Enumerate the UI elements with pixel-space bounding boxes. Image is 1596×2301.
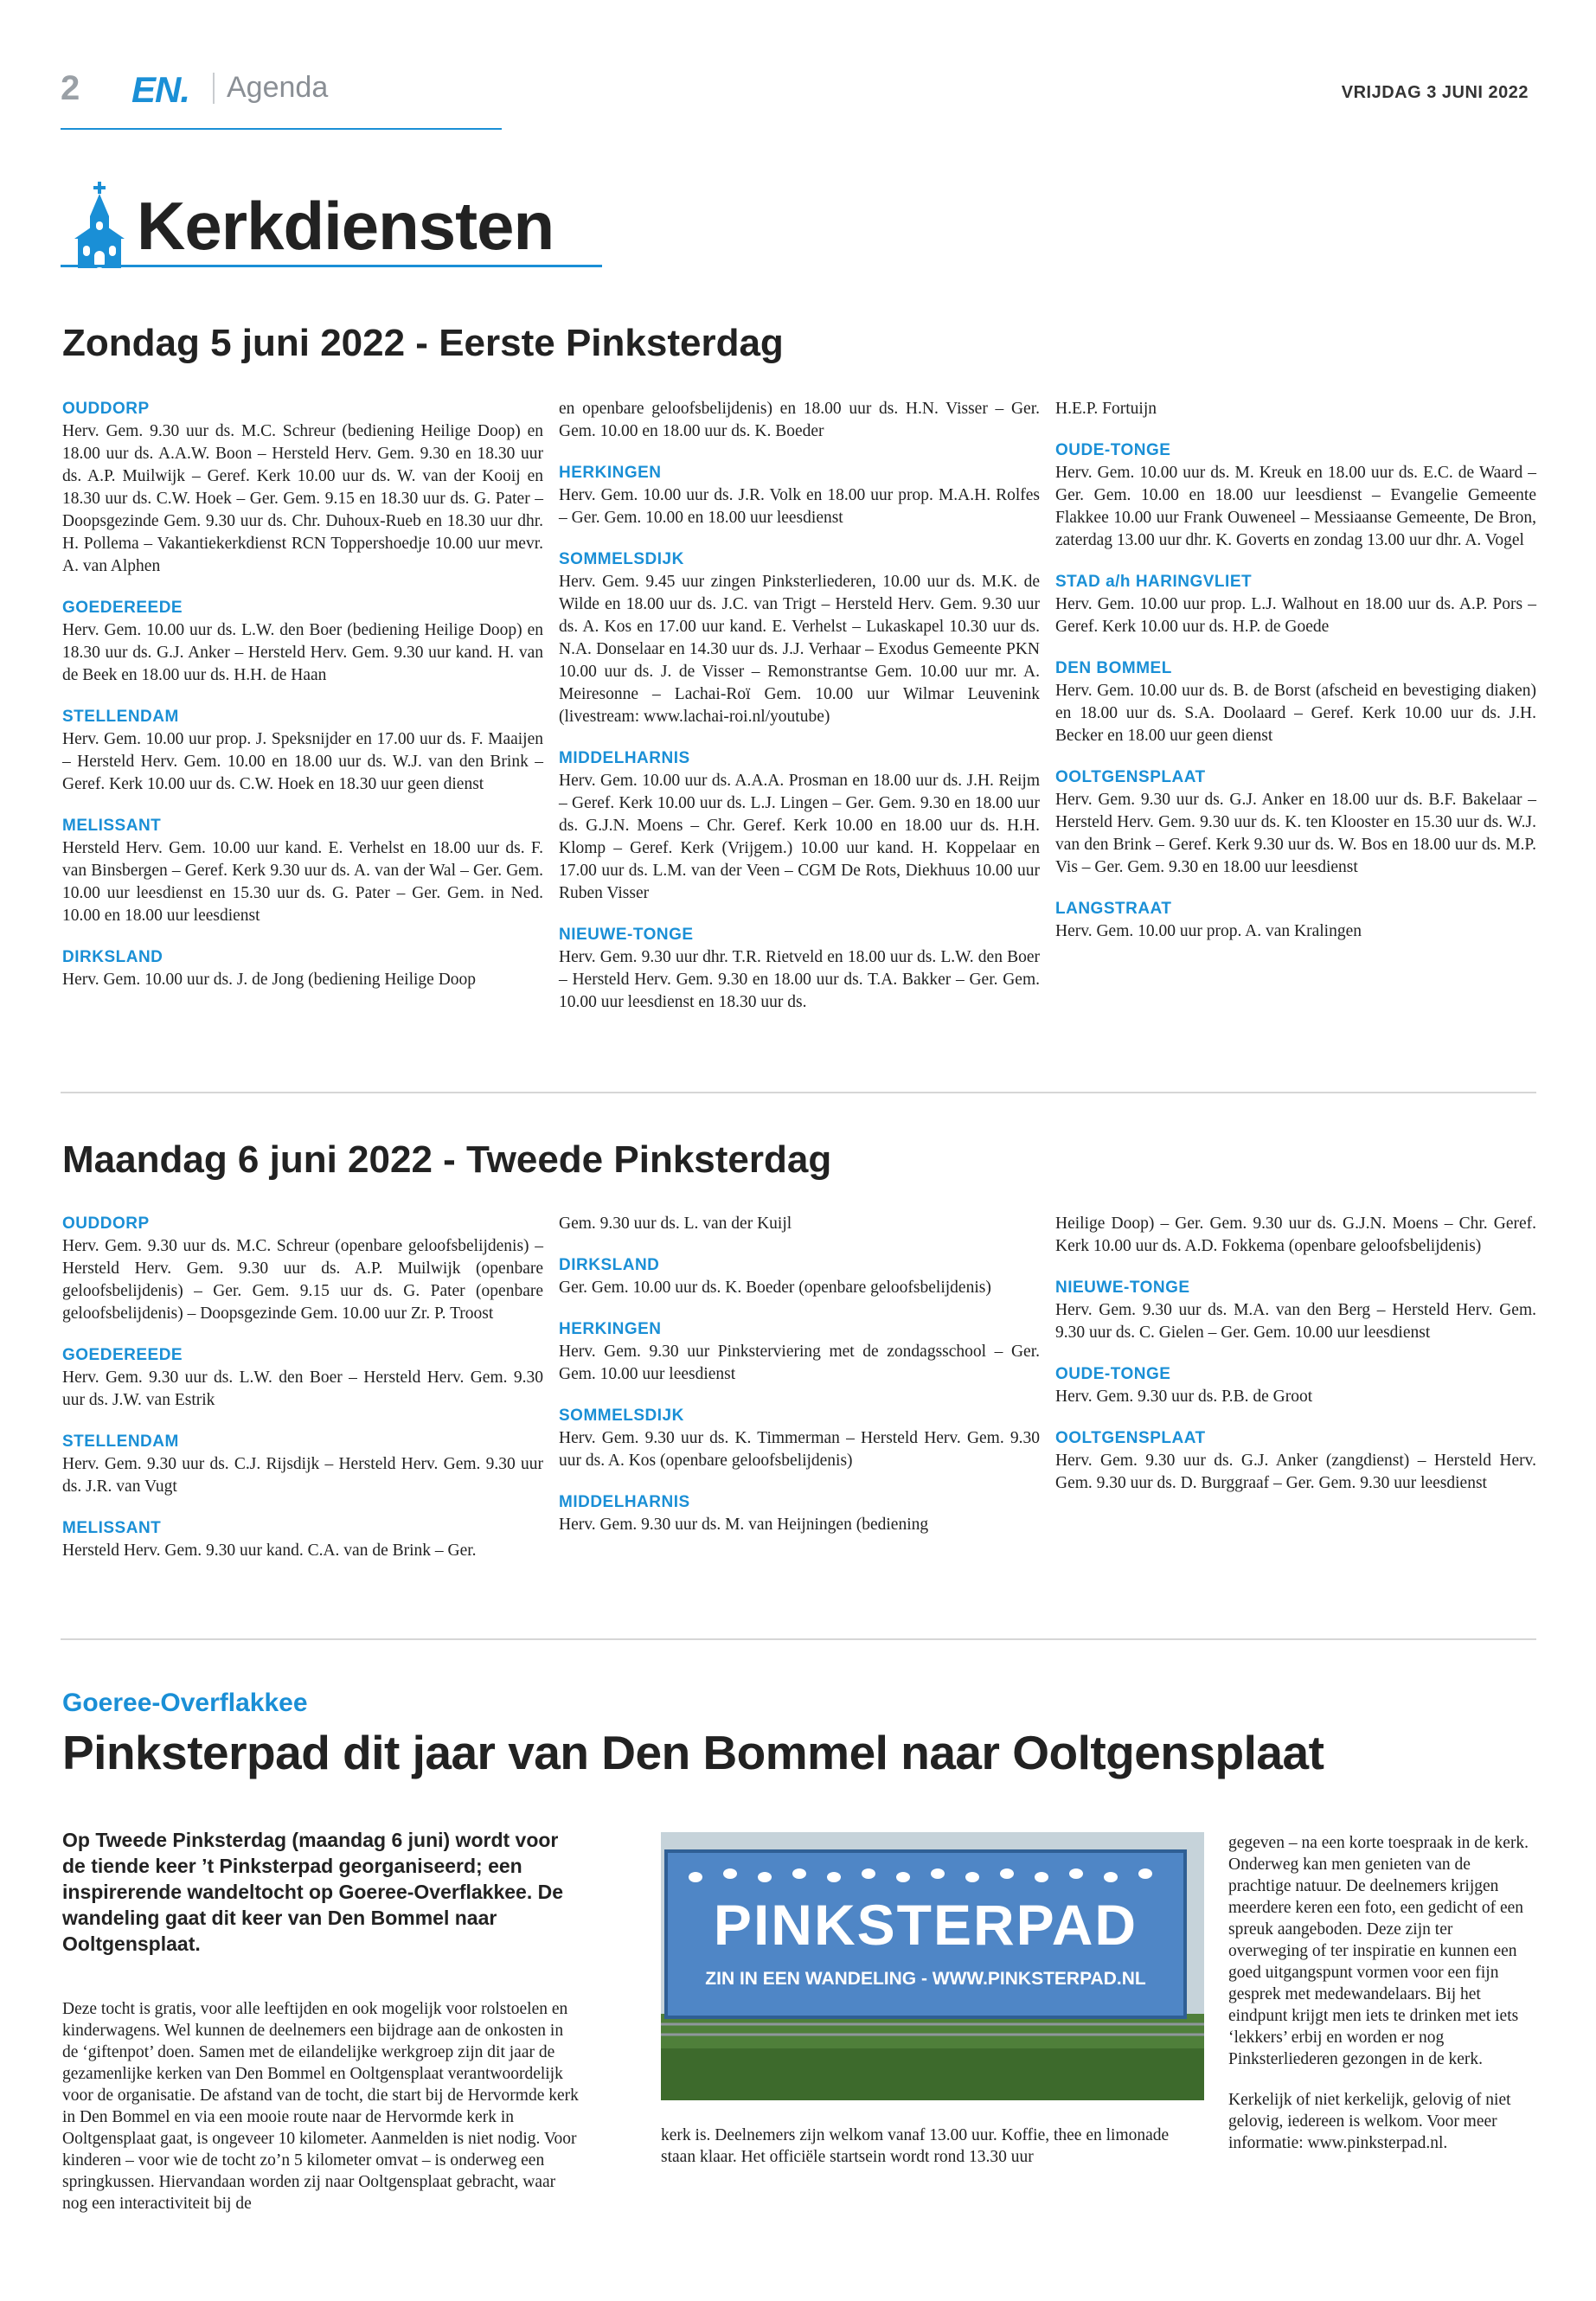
service-entry: Herv. Gem. 9.45 uur zingen Pinksterliederen, 10.00 uur ds. M.K. de Wilde en 18.00 uur ds. J.C. van Trigt – Hersteld Herv. Gem. 9.30 uur ds. A. Kos en 17.00 uur kand. E. Verhelst – Lukaskapel 10.30 uur ds. N.A. Donselaar en 14.30 uur ds. J.J. Verhaar – Exodus Gemeente PKN 10.00 uur ds. J. de Visser – Remonstrantse Gem. 10.00 uur mr. A. Meiresonne – Lachai-Roï Gem. 10.00 uur Wilmar Leuvenink (livestream: www.lachai-roi.nl/youtube) xyxy=(559,573,1040,726)
service-entry: Herv. Gem. 10.00 uur ds. A.A.A. Prosman en 18.00 uur ds. J.H. Reijm – Geref. Kerk 10.00 uur ds. L.J. Lingen – Ger. Gem. 9.30 en 18.00 uur ds. G.J.N. Moens – Chr. Geref. Kerk 10.00 en 18.00 uur ds. H.H. Klomp – Geref. Kerk (Vrijgem.) 10.00 uur kand. H. Koppelaar en 17.00 uur ds. L.M. van der Veen – CGM De Rots, Diekhuus 10.00 uur Ruben Visser xyxy=(559,772,1040,902)
service-entry: Herv. Gem. 10.00 uur prop. L.J. Walhout en 18.00 uur ds. A.P. Pors – Geref. Kerk 10.00 uur ds. H.P. de Goede xyxy=(1055,595,1536,636)
place-name: SOMMELSDIJK xyxy=(559,550,684,568)
place-name: OOLTGENSPLAAT xyxy=(1055,1429,1206,1447)
service-entry: Herv. Gem. 10.00 uur ds. M. Kreuk en 18.00 uur ds. E.C. de Waard – Ger. Gem. 10.00 en 18.00 uur leesdienst – Evangelie Gemeente Flakkee 10.00 uur Frank Ouweneel – Messiaanse Gemeente, De Bron, zaterdag 13.00 uur dhr. K. Goverts en zondag 13.00 uur dhr. A. Vogel xyxy=(1055,464,1536,549)
service-entry: Ger. Gem. 10.00 uur ds. K. Boeder (openbare geloofsbelijdenis) xyxy=(559,1279,991,1297)
day1-column-2 xyxy=(559,398,1040,1014)
article-kicker: Goeree-Overflakkee xyxy=(62,1689,308,1717)
service-entry: H.E.P. Fortuijn xyxy=(1055,400,1157,418)
place-name: NIEUWE-TONGE xyxy=(559,926,694,944)
newspaper-logo: EN. xyxy=(131,69,190,110)
place-name: DEN BOMMEL xyxy=(1055,659,1172,677)
page-number: 2 xyxy=(61,69,80,107)
service-entry: Herv. Gem. 9.30 uur ds. L.W. den Boer – Hersteld Herv. Gem. 9.30 uur ds. J.W. van Estrik xyxy=(62,1368,543,1409)
section-divider xyxy=(61,1092,1536,1093)
article-body-col1: Deze tocht is gratis, voor alle leeftijden en ook mogelijk voor rolstoelen en kinderwagens. Wel kunnen de deelnemers een bijdrage aan de onkosten in de ‘giftenpot’ doen. Samen met de eilandelijke werkgroep zijn dit jaar de gezamenlijke kerken van Den Bommel en Ooltgensplaat verantwoordelijk voor de organisatie. De afstand van de tocht, die start bij de Hervormde kerk in Den Bommel en via een mooie route naar de Hervormde kerk in Ooltgensplaat gaat, is ongeveer 10 kilometer. Aanmelden is niet nodig. Voor kinderen – voor wie de tocht zo’n 5 kilometer omvat – is onderweg een springkussen. Hiervandaan worden zij naar Ooltgensplaat gebracht, waar nog een interactiviteit bij de xyxy=(62,2000,579,2213)
banner-subtitle: ZIN IN EEN WANDELING - WWW.PINKSTERPAD.NL xyxy=(705,1969,1146,1989)
day2-column-1 xyxy=(62,1213,543,1562)
place-name: GOEDEREEDE xyxy=(62,1346,183,1364)
place-name: OUDE-TONGE xyxy=(1055,1365,1171,1383)
article-paragraph: gegeven – na een korte toespraak in de kerk. Onderweg kan men genieten van de prachtige natuur. De deelnemers krijgen meerdere keren een foto, een gedicht of een spreuk aangeboden. Deze zijn ter overweging of ter inspiratie en kunnen een goed uitgangspunt vormen voor een fijn gesprek met medewandelaars. Bij het eindpunt krijgt men iets te drinken met iets ‘lekkers’ erbij en worden er nog Pinksterliederen gezongen in de kerk. xyxy=(1228,1834,1529,2068)
section-divider xyxy=(61,1638,1536,1640)
service-entry: Herv. Gem. 9.30 uur ds. G.J. Anker en 18.00 uur ds. B.F. Bakelaar – Hersteld Herv. Gem. 9.30 uur ds. K. ten Klooster en 15.30 uur ds. W.J. van den Brink – Geref. Kerk 9.30 uur ds. W. Bos en 18.00 uur ds. M.P. Vis – Ger. Gem. 9.30 en 18.00 uur leesdienst xyxy=(1055,791,1536,876)
section-name: Agenda xyxy=(227,71,329,104)
article-body-col3 xyxy=(1228,1832,1533,2154)
service-entry: Herv. Gem. 9.30 uur ds. M.C. Schreur (bediening Heilige Doop) en 18.00 uur ds. A.A.W. Boon – Hersteld Herv. Gem. 9.30 en 18.30 uur ds. A.P. Muilwijk – Geref. Kerk 10.00 uur ds. W. van der Kooij en 18.30 uur ds. C.W. Hoek – Ger. Gem. 9.15 en 18.30 uur ds. G. Pater – Doopsgezinde Gem. 9.30 uur ds. Chr. Duhoux-Rueb en 18.30 uur dhr. H. Pollema – Vakantiekerkdienst RCN Toppershoedje 10.00 uur mevr. A. van Alphen xyxy=(62,422,543,575)
day2-heading: Maandag 6 juni 2022 - Tweede Pinksterdag xyxy=(62,1138,832,1181)
title-rule xyxy=(61,265,602,267)
service-entry: en openbare geloofsbelijdenis) en 18.00 uur ds. H.N. Visser – Ger. Gem. 10.00 en 18.00 uur ds. K. Boeder xyxy=(559,400,1040,440)
place-name: OUDDORP xyxy=(62,400,150,418)
pinksterpad-banner-photo xyxy=(661,1832,1204,2100)
header-rule xyxy=(61,128,502,130)
place-name: HERKINGEN xyxy=(559,1320,662,1338)
place-name: NIEUWE-TONGE xyxy=(1055,1279,1190,1297)
place-name: OUDE-TONGE xyxy=(1055,441,1171,459)
church-icon xyxy=(71,182,128,268)
service-entry: Herv. Gem. 9.30 uur ds. K. Timmerman – Hersteld Herv. Gem. 9.30 uur ds. A. Kos (openbare geloofsbelijdenis) xyxy=(559,1429,1040,1470)
issue-date: VRIJDAG 3 JUNI 2022 xyxy=(1341,83,1529,102)
article-lead: Op Tweede Pinksterdag (maandag 6 juni) wordt voor de tiende keer ’t Pinksterpad georganiseerd; een inspirerende wandeltocht op Goeree-Overflakkee. De wandeling gaat dit keer van Den Bommel naar Ooltgensplaat. xyxy=(62,1829,564,1955)
day1-heading: Zondag 5 juni 2022 - Eerste Pinksterdag xyxy=(62,322,784,364)
banner-title: PINKSTERPAD xyxy=(713,1893,1138,1957)
place-name: STELLENDAM xyxy=(62,1433,179,1451)
service-entry: Hersteld Herv. Gem. 9.30 uur kand. C.A. van de Brink – Ger. xyxy=(62,1541,477,1560)
service-entry: Herv. Gem. 9.30 uur ds. M.C. Schreur (openbare geloofsbelijdenis) – Hersteld Herv. Gem. 9.30 uur ds. A.P. Muilwijk (openbare geloofsbelijdenis) – Ger. Gem. 9.15 uur ds. G. Pater (openbare geloofsbelijdenis) – Doopsgezinde Gem. 10.00 uur Zr. P. Troost xyxy=(62,1237,543,1323)
service-entry: Herv. Gem. 9.30 uur ds. G.J. Anker (zangdienst) – Hersteld Herv. Gem. 9.30 uur ds. D. Burggraaf – Ger. Gem. 9.30 uur leesdienst xyxy=(1055,1452,1536,1492)
service-entry: Herv. Gem. 10.00 uur ds. J. de Jong (bediening Heilige Doop xyxy=(62,971,477,989)
place-name: STELLENDAM xyxy=(62,708,179,726)
service-entry: Heilige Doop) – Ger. Gem. 9.30 uur ds. G.J.N. Moens – Chr. Geref. Kerk 10.00 uur ds. A.D. Fokkema (openbare geloofsbelijdenis) xyxy=(1055,1215,1536,1255)
place-name: OOLTGENSPLAAT xyxy=(1055,768,1206,786)
place-name: MIDDELHARNIS xyxy=(559,1493,690,1511)
service-entry: Herv. Gem. 10.00 uur prop. J. Speksnijder en 17.00 uur ds. F. Maaijen – Hersteld Herv. Gem. 10.00 en 18.00 uur ds. W.J. van den Brink – Geref. Kerk 10.00 uur ds. C.W. Hoek en 18.30 uur geen dienst xyxy=(62,730,543,793)
service-entry: Herv. Gem. 9.30 uur ds. P.B. de Groot xyxy=(1055,1388,1313,1406)
service-entry: Herv. Gem. 9.30 uur Pinksterviering met de zondagsschool – Ger. Gem. 10.00 uur leesdienst xyxy=(559,1343,1040,1383)
day2-column-3 xyxy=(1055,1213,1536,1495)
place-name: MELISSANT xyxy=(62,1519,162,1537)
article-body-col2: kerk is. Deelnemers zijn welkom vanaf 13.00 uur. Koffie, thee en limonade staan klaar. Het officiële startsein wordt rond 13.30 uur xyxy=(661,2126,1170,2166)
service-entry: Herv. Gem. 10.00 uur prop. A. van Kralingen xyxy=(1055,922,1362,940)
service-entry: Herv. Gem. 9.30 uur ds. M.A. van den Berg – Hersteld Herv. Gem. 9.30 uur ds. C. Gielen – Ger. Gem. 10.00 uur leesdienst xyxy=(1055,1301,1536,1342)
article-title: Pinksterpad dit jaar van Den Bommel naar Ooltgensplaat xyxy=(62,1726,1324,1779)
service-entry: Herv. Gem. 9.30 uur dhr. T.R. Rietveld en 18.00 uur ds. L.W. den Boer – Hersteld Herv. Gem. 9.30 en 18.00 uur ds. T.A. Bakker – Ger. Gem. 10.00 uur leesdienst en 18.30 uur ds. xyxy=(559,948,1040,1011)
service-entry: Herv. Gem. 9.30 uur ds. M. van Heijningen (bediening xyxy=(559,1516,929,1534)
place-name: DIRKSLAND xyxy=(62,948,163,966)
day1-column-1 xyxy=(62,398,543,991)
place-name: STAD a/h HARINGVLIET xyxy=(1055,573,1253,591)
place-name: DIRKSLAND xyxy=(559,1256,660,1274)
place-name: MIDDELHARNIS xyxy=(559,749,690,767)
service-entry: Herv. Gem. 10.00 uur ds. B. de Borst (afscheid en bevestiging diaken) en 18.00 uur ds. S.A. Doolaard – Geref. Kerk 10.00 uur ds. J.H. Becker en 18.00 uur geen dienst xyxy=(1055,682,1536,745)
service-entry: Herv. Gem. 9.30 uur ds. C.J. Rijsdijk – Hersteld Herv. Gem. 9.30 uur ds. J.R. van Vugt xyxy=(62,1455,543,1496)
service-entry: Gem. 9.30 uur ds. L. van der Kuijl xyxy=(559,1215,792,1233)
place-name: HERKINGEN xyxy=(559,464,662,482)
place-name: OUDDORP xyxy=(62,1215,150,1233)
page-title: Kerkdiensten xyxy=(137,188,554,264)
header-separator xyxy=(213,73,215,104)
place-name: GOEDEREEDE xyxy=(62,599,183,617)
article-paragraph: Kerkelijk of niet kerkelijk, gelovig of niet gelovig, iedereen is welkom. Voor meer informatie: www.pinksterpad.nl. xyxy=(1228,2091,1511,2152)
place-name: SOMMELSDIJK xyxy=(559,1407,684,1425)
place-name: LANGSTRAAT xyxy=(1055,900,1172,918)
service-entry: Hersteld Herv. Gem. 10.00 uur kand. E. Verhelst en 18.00 uur ds. F. van Binsbergen – Geref. Kerk 9.30 uur ds. A. van der Wal – Ger. Gem. 10.00 uur leesdienst en 15.30 uur ds. G. Pater – Ger. Gem. in Ned. 10.00 en 18.00 uur leesdienst xyxy=(62,839,543,925)
service-entry: Herv. Gem. 10.00 uur ds. L.W. den Boer (bediening Heilige Doop) en 18.30 uur ds. G.J. Anker – Hersteld Herv. Gem. 9.30 uur kand. H. van de Beek en 18.00 uur ds. H.H. de Haan xyxy=(62,621,543,684)
service-entry: Herv. Gem. 10.00 uur ds. J.R. Volk en 18.00 uur prop. M.A.H. Rolfes – Ger. Gem. 10.00 en 18.00 uur leesdienst xyxy=(559,486,1040,527)
day2-column-2 xyxy=(559,1213,1040,1536)
day1-column-3 xyxy=(1055,398,1536,943)
place-name: MELISSANT xyxy=(62,817,162,835)
